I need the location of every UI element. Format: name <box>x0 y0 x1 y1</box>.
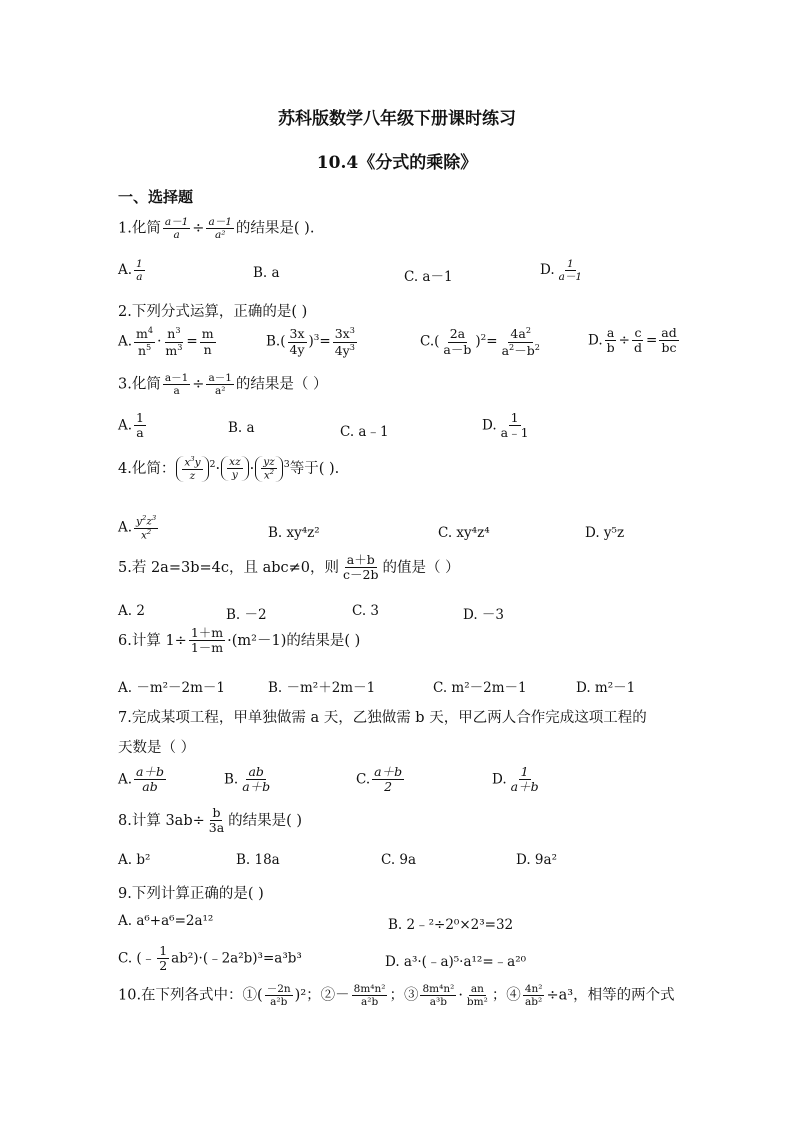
q9-option-b[interactable]: B. 2﹣²÷2⁰×2³=32 <box>388 917 514 933</box>
q3-option-a[interactable]: A. $\frac{1}{a}$ <box>118 410 144 441</box>
question-7-line-1: 7.完成某项工程，甲单独做需 a 天，乙独做需 b 天，甲乙两人合作完成这项工程的 <box>118 710 647 726</box>
q7-option-b[interactable]: B. $\frac{ab}{a+b}$ <box>224 764 271 795</box>
q2-option-c[interactable]: C.( $\frac{2a}{a-b}$ )$^2$= $\frac{4a^2}{a^2-b^2}$ <box>420 325 540 358</box>
q2-option-a[interactable]: A. $\frac{m^4}{n^5}$ · $\frac{n^3}{m^3}$ = $\frac{m}{n}$ <box>118 325 214 358</box>
question-2: 2.下列分式运算，正确的是( ) <box>118 304 308 320</box>
q8-option-c[interactable]: C. 9a <box>381 852 417 868</box>
q7-option-a[interactable]: A. $\frac{a+b}{ab}$ <box>118 764 165 795</box>
q9-option-d[interactable]: D. a³·(﹣a)⁵·a¹²=﹣a²⁰ <box>385 954 527 970</box>
question-8: 8.计算 3ab÷ $\frac{b}{3a}$ 的结果是( ) <box>118 805 303 836</box>
question-6: 6.计算 1÷ $\frac{1+m}{1-m}$ ·(m²－1)的结果是( ) <box>118 625 361 656</box>
q9-option-c[interactable]: C. (﹣ $\frac{1}{2}$ ab²)·(﹣2a²b)³=a³b³ <box>118 943 302 974</box>
q9-option-a[interactable]: A. a⁶+a⁶=2a¹² <box>118 913 214 929</box>
q7-option-d[interactable]: D. $\frac{1}{a+b}$ <box>492 764 539 795</box>
q1-option-c[interactable]: C. a－1 <box>404 269 453 285</box>
q3-option-c[interactable]: C. a﹣1 <box>340 424 389 440</box>
q5-option-c[interactable]: C. 3 <box>352 603 380 619</box>
q5-option-a[interactable]: A. 2 <box>118 603 145 619</box>
question-7-line-2: 天数是（ ） <box>118 740 196 756</box>
q4-option-b[interactable]: B. xy⁴z² <box>268 525 320 541</box>
question-3: 3.化简 $\frac{a-1}{a}$ ÷ $\frac{a-1}{\text{a²}}$ 的结果是（ ） <box>118 372 328 398</box>
q4-option-d[interactable]: D. y⁵z <box>585 525 625 541</box>
q4-option-a[interactable]: A. $\frac{y^2z^3}{x^2}$ <box>118 514 157 542</box>
question-4: 4.化简： $\frac{x^3y}{z}$ $^2$· $\frac{xz}{y}$ · $\frac{yz}{x^2}$ $^3$等于( ). <box>118 455 340 482</box>
question-10: 10.在下列各式中：①( $\frac{-2n}{\text{a²b}}$ )²；②－ $\frac{\text{8m⁴n²}}{\text{a²b}}$ ；③ $\frac{\text{8m⁴n²}}{\text{a³b}}$ · $\frac{an}{\text{bm²}}$ ；④ $\frac{\text{4n²}}{\text{ab²}}$ ÷a³，相等的两个式 <box>118 983 675 1009</box>
q5-option-b[interactable]: B. －2 <box>226 607 267 623</box>
q3-option-d[interactable]: D. $\frac{1}{a﹣1}$ <box>482 410 529 441</box>
question-5: 5.若 2a=3b=4c，且 abc≠0，则 $\frac{a+b}{c-2b}$ 的值是（ ） <box>118 552 460 583</box>
q1-option-d[interactable]: D. $\frac{1}{a-1}$ <box>540 258 583 284</box>
q6-option-d[interactable]: D. m²－1 <box>576 680 636 696</box>
page-subtitle: 10.4《分式的乘除》 <box>316 153 478 173</box>
question-1: 1.化简 $\frac{a-1}{a}$ ÷ $\frac{a-1}{\text{a²}}$ 的结果是( ). <box>118 216 315 242</box>
page-title: 苏科版数学八年级下册课时练习 <box>278 109 516 129</box>
question-9: 9.下列计算正确的是( ) <box>118 886 264 902</box>
q8-option-a[interactable]: A. b² <box>118 852 151 868</box>
q6-option-b[interactable]: B. －m²＋2m－1 <box>268 680 376 696</box>
q2-option-d[interactable]: D. $\frac{a}{b}$ ÷ $\frac{c}{d}$ = $\frac{ad}{bc}$ <box>588 325 677 356</box>
q8-option-d[interactable]: D. 9a² <box>516 852 557 868</box>
q1-option-a[interactable]: A. $\frac{1}{a}$ <box>118 258 143 284</box>
q2-option-b[interactable]: B.( $\frac{3x}{4y}$ )$^3$= $\frac{3x^3}{4y^3}$ <box>266 325 355 358</box>
q6-option-c[interactable]: C. m²－2m－1 <box>433 680 527 696</box>
section-heading: 一、选择题 <box>118 188 194 206</box>
q7-option-c[interactable]: C. $\frac{a+b}{2}$ <box>356 764 403 795</box>
q1-option-b[interactable]: B. a <box>253 265 280 281</box>
q3-option-b[interactable]: B. a <box>228 420 255 436</box>
q8-option-b[interactable]: B. 18a <box>236 852 280 868</box>
q4-option-c[interactable]: C. xy⁴z⁴ <box>438 525 490 541</box>
q5-option-d[interactable]: D. －3 <box>463 607 505 623</box>
q6-option-a[interactable]: A. －m²－2m－1 <box>118 680 226 696</box>
